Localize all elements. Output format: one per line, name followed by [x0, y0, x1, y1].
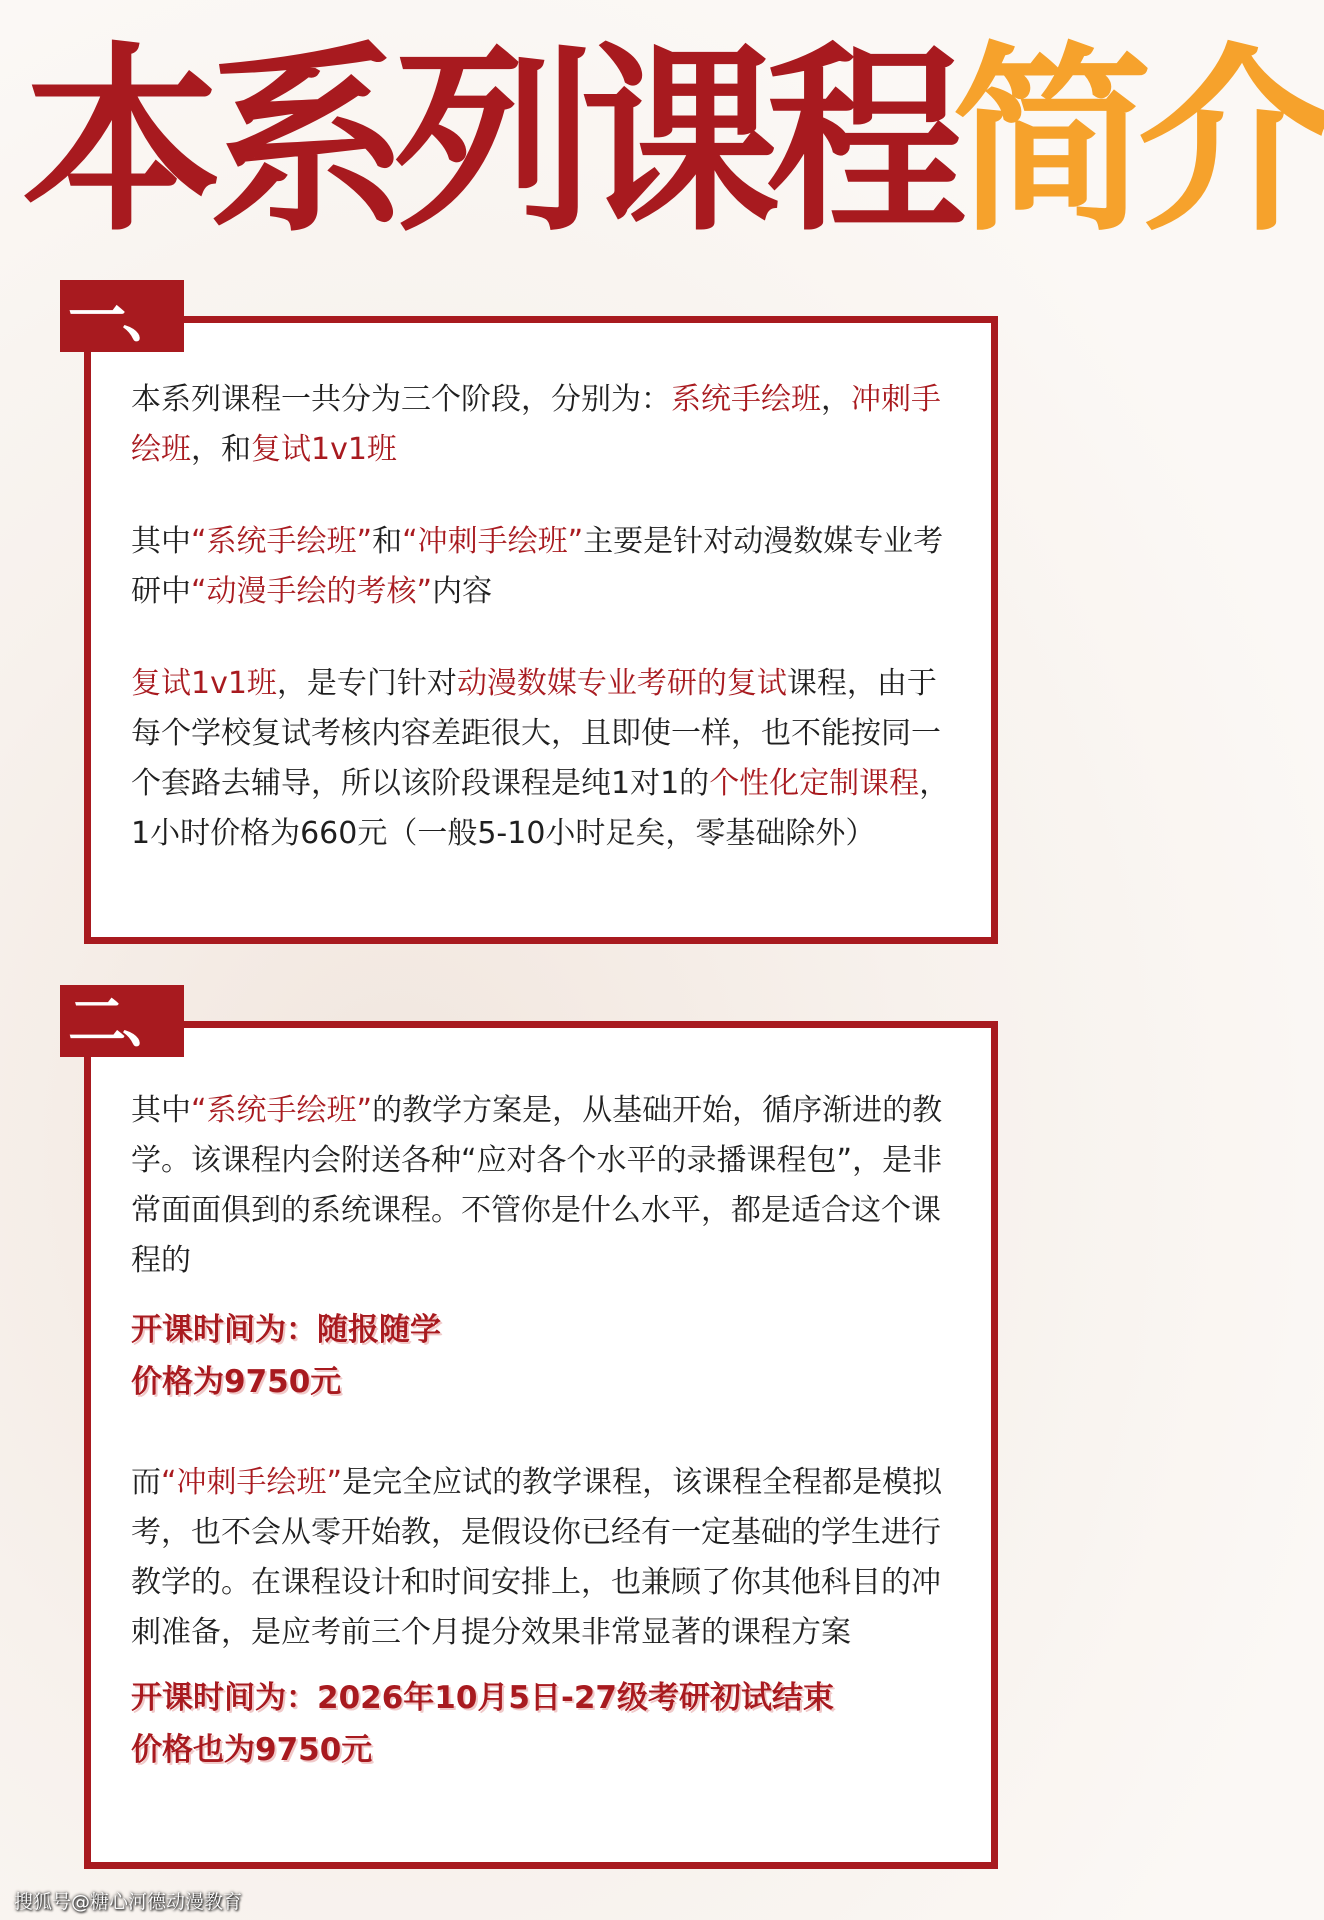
sprint-class-price: 价格也为9750元 — [131, 1732, 373, 1768]
text: 其中 — [131, 524, 191, 559]
title-main: 本系列课程 — [22, 26, 953, 259]
section-one-panel — [84, 316, 998, 944]
system-class-schedule: 开课时间为：随报随学 — [131, 1312, 441, 1348]
highlight-sprint-class: 冲刺手绘班 — [131, 382, 941, 467]
highlight-sprint-class: “冲刺手绘班” — [402, 524, 584, 559]
text: ，和 — [191, 432, 251, 467]
highlight-retest-class: 复试1v1班 — [251, 432, 397, 467]
page-title — [22, 26, 1324, 259]
text: 课程，由于每个学校复试考核内容差距很大，且即使一样，也不能按同一个套路去辅导，所以该阶段课程是纯1对1的 — [131, 666, 941, 801]
highlight-retest-topic: 动漫数媒专业考研的复试 — [456, 666, 787, 701]
text: 而 — [131, 1465, 161, 1500]
section-two-badge: 二、 — [60, 985, 184, 1057]
text: 内容 — [432, 574, 493, 609]
section-two-paragraph-2 — [131, 1458, 959, 1658]
highlight-system-class: 系统手绘班 — [671, 382, 821, 417]
highlight-system-class: “系统手绘班” — [191, 524, 373, 559]
title-accent: 简介 — [952, 26, 1324, 259]
highlight-sprint-class: “冲刺手绘班” — [161, 1465, 343, 1500]
section-two-panel — [84, 1021, 998, 1869]
text: 其中 — [131, 1093, 191, 1128]
text: 和 — [372, 524, 403, 559]
highlight-exam-topic: “动漫手绘的考核” — [191, 574, 433, 609]
sprint-class-schedule: 开课时间为：2026年10月5日-27级考研初试结束 — [131, 1680, 834, 1716]
section-two-paragraph-1 — [131, 1086, 959, 1286]
watermark: 搜狐号@糖心河德动漫教育 — [14, 1891, 243, 1913]
highlight-system-class: “系统手绘班” — [191, 1093, 373, 1128]
text: ，1小时价格为660元（一般5-10小时足矣，零基础除外） — [131, 766, 950, 851]
text: 主要是针对动漫数媒专业考研中 — [131, 524, 944, 609]
system-class-price: 价格为9750元 — [131, 1364, 342, 1400]
text: ， — [821, 382, 851, 417]
section-one-paragraph-2 — [131, 517, 959, 617]
section-one-paragraph-1 — [131, 375, 959, 475]
section-one-paragraph-3 — [131, 659, 959, 859]
highlight-retest-class: 复试1v1班 — [131, 666, 277, 701]
section-one-content — [131, 375, 959, 901]
text: 本系列课程一共分为三个阶段，分别为： — [131, 382, 671, 417]
text: 的教学方案是，从基础开始，循序渐进的教学。该课程内会附送各种“应对各个水平的录播课程包”，是非常面面俱到的系统课程。不管你是什么水平，都是适合这个课程的 — [131, 1093, 943, 1278]
text: ，是专门针对 — [276, 666, 457, 701]
section-two-content — [131, 1086, 959, 1776]
section-one-badge: 一、 — [60, 280, 184, 352]
text: 是完全应试的教学课程，该课程全程都是模拟考，也不会从零开始教，是假设你已经有一定基础的学生进行教学的。在课程设计和时间安排上，也兼顾了你其他科目的冲刺准备，是应考前三个月提分效果非常显著的课程方案 — [131, 1465, 943, 1650]
highlight-custom-course: 个性化定制课程 — [709, 766, 920, 801]
